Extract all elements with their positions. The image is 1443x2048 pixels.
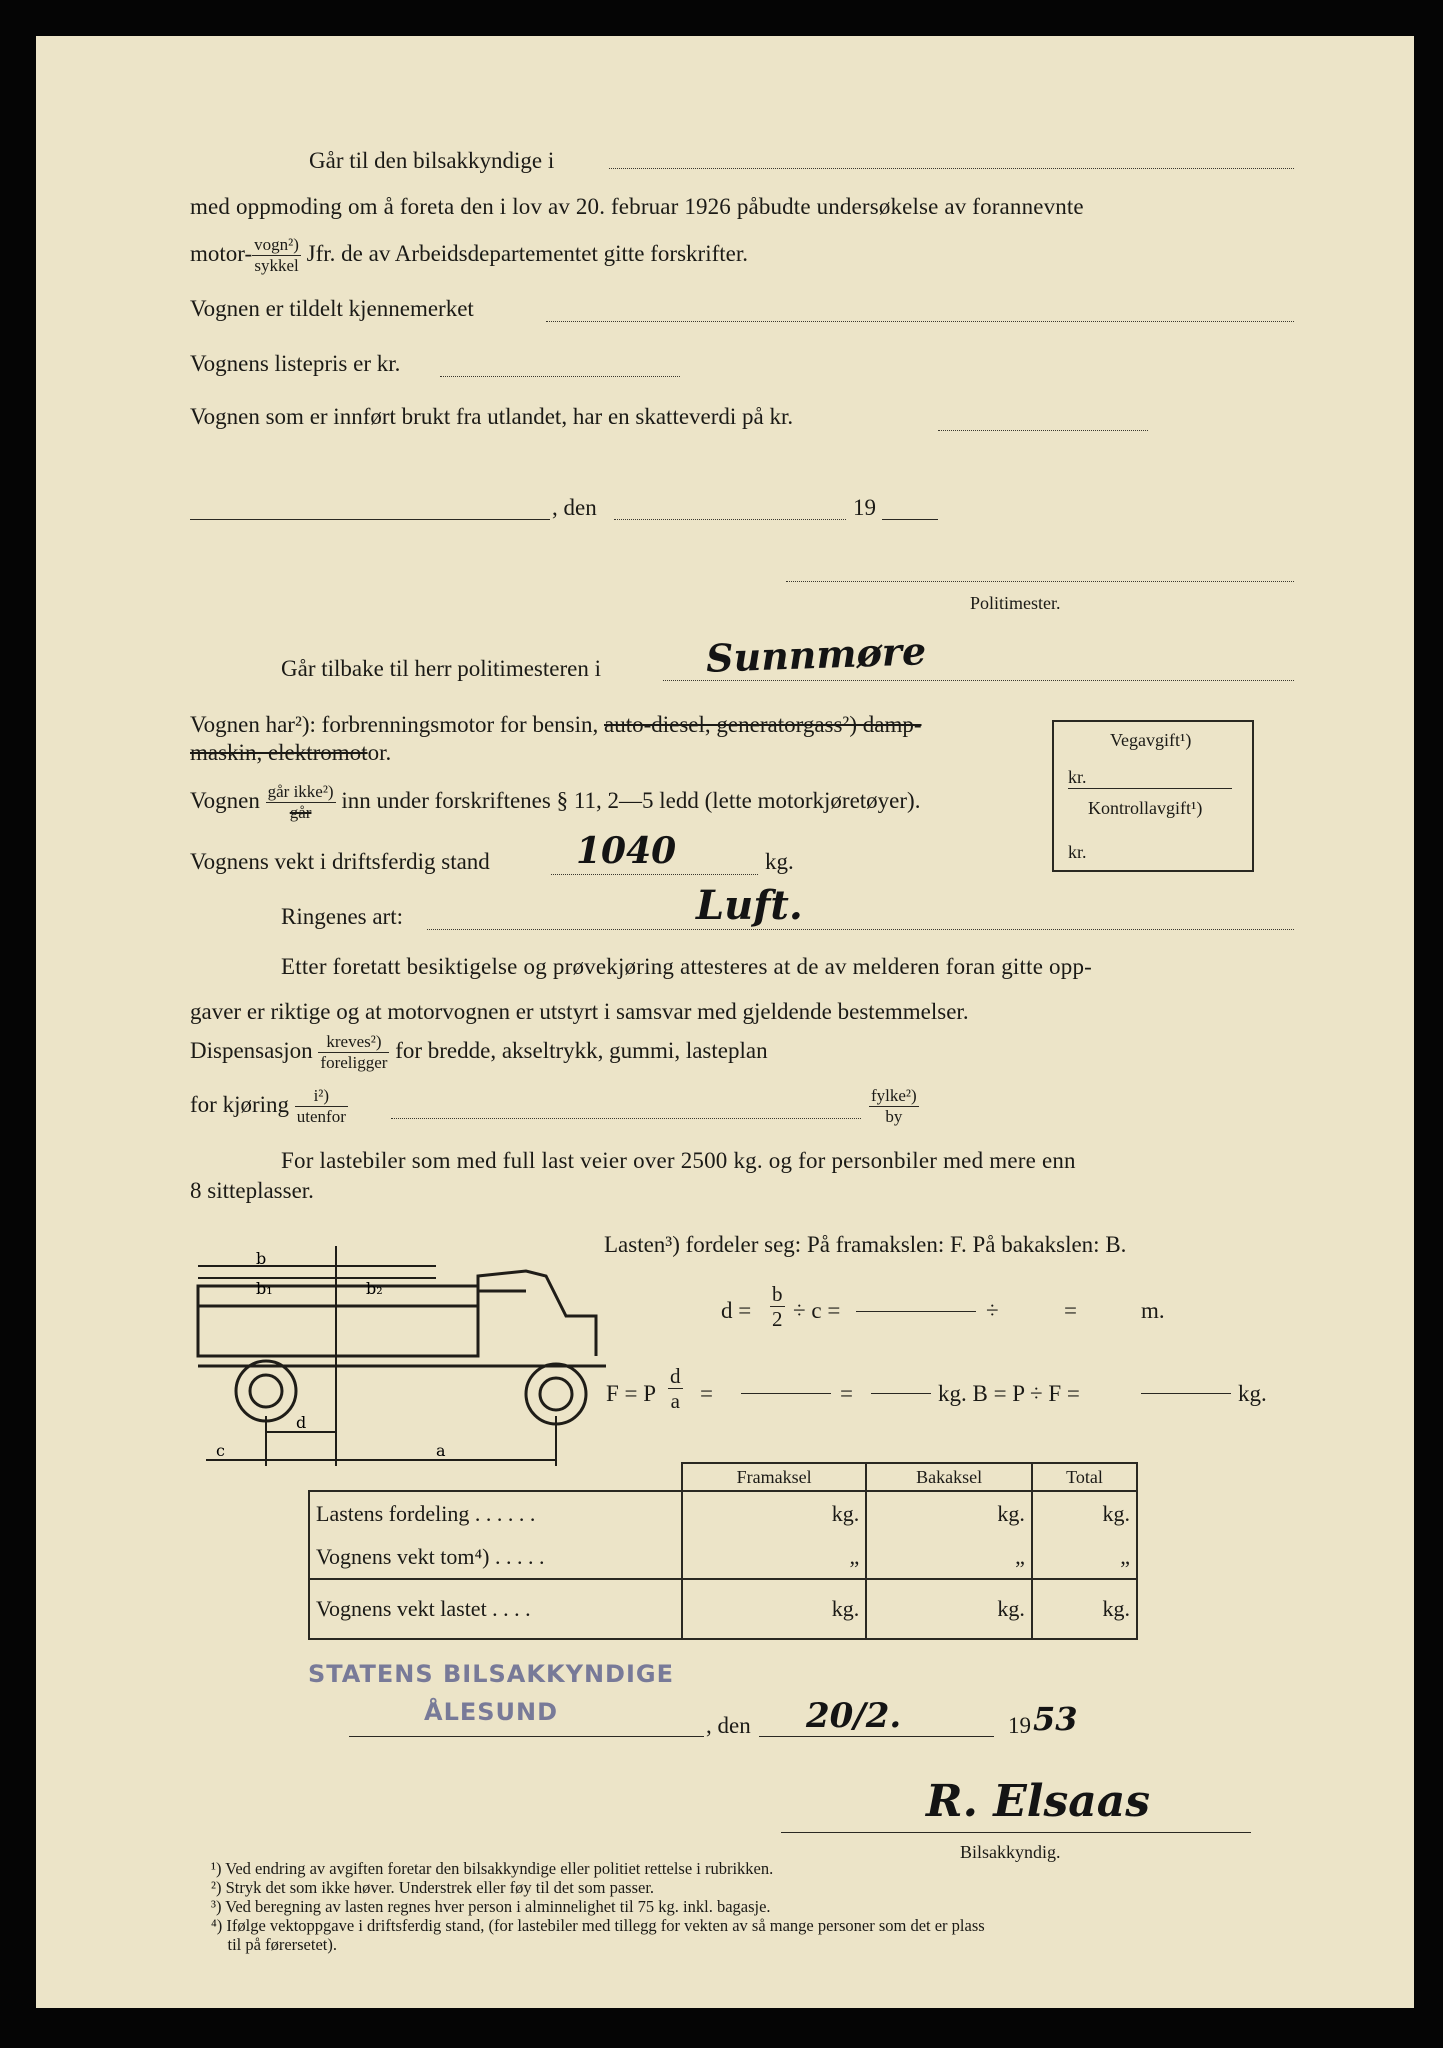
formula-d-rest: ÷ c = [793, 1298, 841, 1323]
cell-tom-fram[interactable]: „ [682, 1535, 866, 1579]
disp-suffix: for bredde, akseltrykk, gummi, lasteplan [395, 1037, 768, 1063]
lastebiler-line-2: 8 sitteplasser. [190, 1178, 314, 1203]
year-19-1: 19 [853, 495, 876, 520]
formula-d-b: b [772, 1282, 783, 1306]
vegavgift-kr: kr. [1068, 767, 1087, 787]
listepris-label: Vognens listepris er kr. [190, 351, 401, 376]
formula-f-kg2: kg. [1238, 1381, 1267, 1406]
row-tom-label: Vognens vekt tom⁴) . . . . . [309, 1535, 682, 1579]
vekt-unit: kg. [765, 849, 794, 874]
kjoring-utenfor: utenfor [296, 1107, 346, 1126]
line-motor [190, 235, 748, 276]
header-framaksel: Framaksel [682, 1463, 866, 1491]
bilsakkyndig-label: Bilsakkyndig. [960, 1842, 1061, 1862]
field-b[interactable] [1141, 1393, 1231, 1394]
formula-d-frac-wrap [770, 1282, 785, 1331]
formula-f-left: F = P [606, 1381, 657, 1406]
footnote-2: ²) Stryk det som ikke høver. Understrek eller føy til det som passer. [211, 1878, 655, 1897]
formula-d-frac [770, 1282, 785, 1331]
den-label-1: , den [552, 495, 597, 520]
frac-gaar [266, 782, 336, 823]
formula-f-d: d [670, 1364, 681, 1388]
header-total: Total [1032, 1463, 1137, 1491]
har-struck: auto-diesel, generatorgass²) damp- [604, 712, 922, 737]
den-label-2: , den [706, 1713, 751, 1738]
handwritten-signature: R. Elsaas [926, 1776, 1151, 1827]
kjoring-prefix: for kjøring [190, 1091, 290, 1117]
formula-d-unit: m. [1141, 1298, 1165, 1323]
field-place[interactable] [190, 519, 550, 520]
maskin-struck: maskin, elektromot [190, 740, 368, 765]
footnote-3: ³) Ved beregning av lasten regnes hver person i alminnelighet til 75 kg. inkl. bagasje. [211, 1897, 771, 1916]
gaar-struck: går [289, 803, 312, 822]
row-lastet-label: Vognens vekt lastet . . . . [309, 1579, 682, 1639]
field-kjoring[interactable] [391, 1118, 861, 1119]
line-gaar-til: Går til den bilsakkyndige i [309, 148, 555, 173]
field-date-1[interactable] [614, 519, 846, 520]
fig-label-b: b [256, 1249, 267, 1268]
cell-lastens-fram[interactable]: kg. [682, 1491, 866, 1535]
fig-label-b2: b₂ [366, 1279, 383, 1298]
field-listepris[interactable] [440, 376, 680, 377]
formula-f-eq2: = [840, 1381, 853, 1406]
field-bilsakkyndig-signature[interactable] [781, 1832, 1251, 1833]
disp-foreligger: foreligger [320, 1053, 388, 1072]
frac-vogn-sykkel [252, 235, 301, 276]
kontrollavgift-label: Kontrollavgift¹) [1088, 798, 1203, 818]
formula-d-eq: = [1064, 1298, 1077, 1323]
footnote-4-cont: til på førersetet). [211, 1935, 337, 1954]
field-sign-place[interactable] [349, 1736, 704, 1737]
frac-disp [318, 1032, 389, 1073]
table-corner [309, 1463, 682, 1491]
field-kjennemerke[interactable] [546, 321, 1294, 322]
formula-f-a: a [670, 1389, 680, 1413]
formula-f-frac-wrap [668, 1364, 683, 1413]
formula-f-kg: kg. B = P ÷ F = [938, 1381, 1080, 1406]
vegavgift-label: Vegavgift¹) [1110, 730, 1192, 750]
handwritten-vekt: 1040 [576, 830, 677, 872]
cell-lastet-fram[interactable]: kg. [682, 1579, 866, 1639]
frac-kjoring [295, 1086, 348, 1127]
stamp-line-2: ÅLESUND [424, 1698, 559, 1726]
formula-f-frac [668, 1364, 683, 1413]
tilbake-label: Går tilbake til herr politimesteren i [281, 656, 601, 681]
politimester-label: Politimester. [970, 593, 1061, 613]
field-sign-date[interactable] [759, 1736, 994, 1737]
handwritten-date: 20/2. [806, 1696, 902, 1736]
load-table [308, 1462, 1138, 1640]
by-label: by [885, 1107, 903, 1126]
jfr-text: Jfr. de av Arbeidsdepartementet gitte forskrifter. [306, 240, 748, 266]
field-vegavgift[interactable] [1068, 788, 1232, 789]
attest-line-1: Etter foretatt besiktigelse og prøvekjøring attesteres at de av melderen foran gitte opp- [281, 954, 1093, 979]
frac-sykkel: sykkel [254, 256, 299, 275]
form-page [36, 36, 1414, 2008]
line-gaar [190, 782, 920, 823]
disp-kreves: kreves²) [318, 1032, 389, 1053]
cell-tom-bak[interactable]: „ [866, 1535, 1032, 1579]
disp-prefix: Dispensasjon [190, 1037, 313, 1063]
handwritten-year: 53 [1033, 1700, 1078, 1738]
field-f-1[interactable] [741, 1393, 831, 1394]
kjoring-i: i²) [295, 1086, 348, 1107]
line-vognen-har [190, 712, 922, 738]
har-prefix: Vognen har²): forbrenningsmotor for bensin, [190, 712, 599, 737]
frac-fylke-wrap [869, 1086, 919, 1127]
fylke-label: fylke²) [871, 1086, 917, 1105]
footnote-1: ¹) Ved endring av avgiften foretar den bilsakkyndige eller politiet rettelse i rubrikken. [211, 1859, 774, 1878]
stamp-line-1: STATENS BILSAKKYNDIGE [308, 1660, 674, 1688]
cell-lastet-total[interactable]: kg. [1032, 1579, 1137, 1639]
field-d-1[interactable] [856, 1311, 976, 1312]
attest-line-2: gaver er riktige og at motorvognen er utstyrt i samsvar med gjeldende bestemmelser. [190, 999, 969, 1024]
frac-fylke [869, 1086, 919, 1127]
field-skatteverdi[interactable] [938, 430, 1148, 431]
line-oppmoding: med oppmoding om å foreta den i lov av 20. februar 1926 påbudte undersøkelse av forannevnte [190, 194, 1084, 219]
header-bakaksel: Bakaksel [866, 1463, 1032, 1491]
cell-lastet-bak[interactable]: kg. [866, 1579, 1032, 1639]
formula-f-eq: = [700, 1381, 713, 1406]
field-f-2[interactable] [871, 1393, 931, 1394]
formula-d-minus: ÷ [986, 1298, 999, 1323]
fig-label-c: c [216, 1441, 225, 1460]
cell-lastens-total[interactable]: kg. [1032, 1491, 1137, 1535]
skatteverdi-label: Vognen som er innført brukt fra utlandet, har en skatteverdi på kr. [190, 404, 794, 429]
field-politimester-place[interactable] [663, 680, 1294, 681]
frac-vogn: vogn²) [254, 235, 299, 254]
gaar-suffix: inn under forskriftenes § 11, 2—5 ledd (lette motorkjøretøyer). [341, 787, 921, 813]
kjennemerke-label: Vognen er tildelt kjennemerket [190, 296, 474, 321]
line-dispensasjon [190, 1032, 768, 1073]
line-kjoring [190, 1086, 348, 1127]
cell-lastens-bak[interactable]: kg. [866, 1491, 1032, 1535]
ringenes-label: Ringenes art: [281, 904, 403, 929]
field-ringenes[interactable] [427, 929, 1294, 930]
row-lastens-label: Lastens fordeling . . . . . . [309, 1491, 682, 1535]
truck-diagram [186, 1216, 616, 1476]
field-year-1[interactable] [882, 519, 938, 520]
formula-d-left: d = [721, 1298, 752, 1323]
vekt-label: Vognens vekt i driftsferdig stand [190, 849, 490, 874]
gaar-ikke: går ikke²) [267, 782, 334, 801]
fig-label-b1: b₁ [256, 1279, 273, 1298]
field-vekt[interactable] [551, 874, 758, 875]
field-politimester-signature[interactable] [786, 581, 1294, 582]
footnote-4: ⁴) Ifølge vektoppgave i driftsferdig stand, (for lastebiler med tillegg for vekten av så mange personer som det er plass [211, 1916, 985, 1935]
maskin-tail: or. [367, 740, 392, 765]
fig-label-a: a [436, 1441, 446, 1460]
kontrollavgift-kr: kr. [1068, 842, 1087, 862]
year-19-2: 19 [1008, 1713, 1031, 1738]
fig-label-d: d [296, 1413, 307, 1432]
lastebiler-line-1: For lastebiler som med full last veier over 2500 kg. og for personbiler med mere enn [281, 1148, 1076, 1173]
handwritten-ringenes: Luft. [696, 882, 803, 929]
cell-tom-total[interactable]: „ [1032, 1535, 1137, 1579]
formula-d-2: 2 [772, 1307, 783, 1331]
motor-prefix: motor- [190, 240, 253, 266]
line-maskin [190, 740, 391, 766]
handwritten-sunnmore: Sunnmøre [705, 628, 927, 681]
lasten-label: Lasten³) fordeler seg: På framakslen: F. På bakakslen: B. [604, 1232, 1127, 1257]
field-bilsakkyndige-place[interactable] [609, 168, 1294, 169]
gaar-prefix: Vognen [190, 787, 260, 813]
